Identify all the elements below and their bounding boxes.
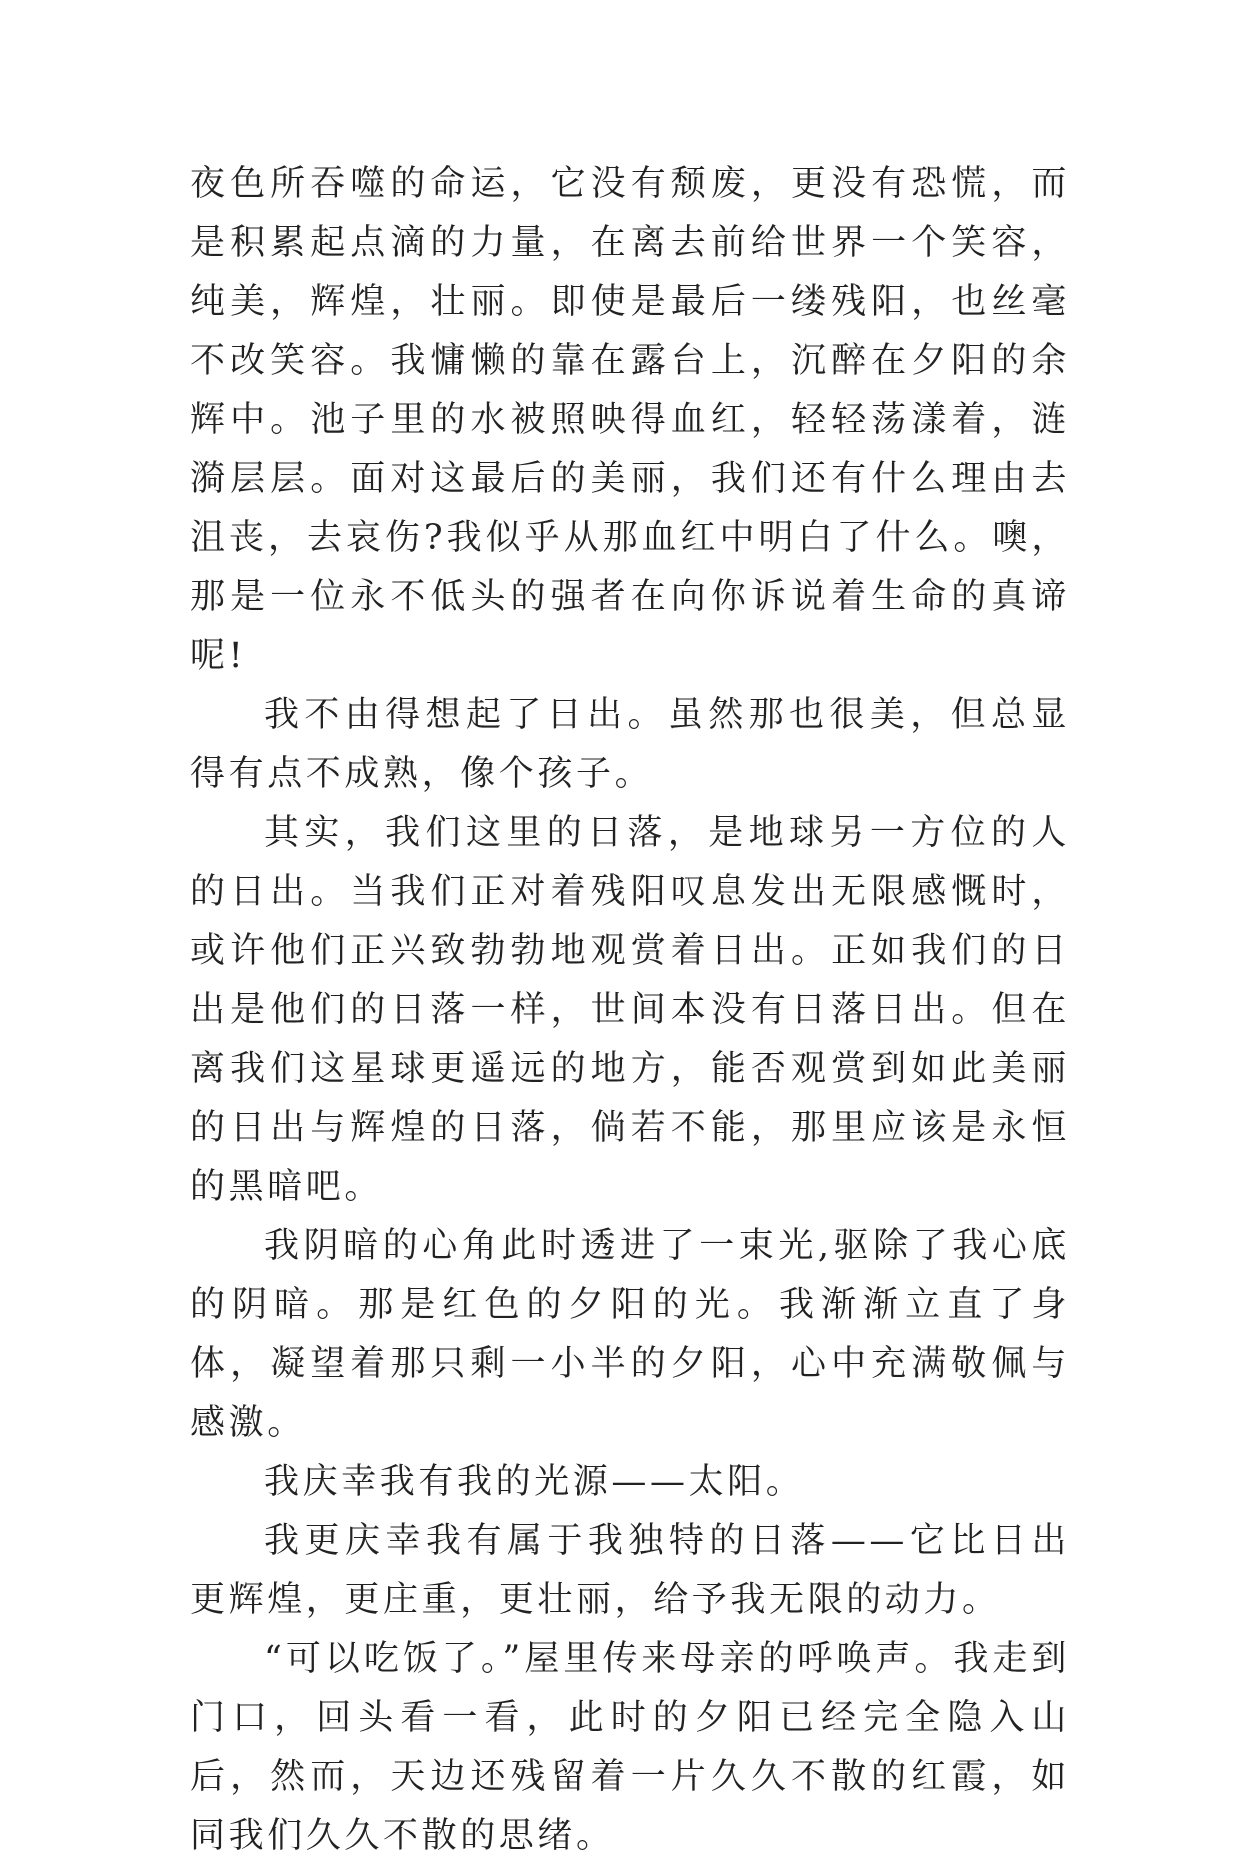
body-text <box>190 155 1070 1866</box>
paragraph-1: 夜色所吞噬的命运，它没有颓废，更没有恐慌，而是积累起点滴的力量，在离去前给世界一个笑容，纯美，辉煌，壮丽。即使是最后一缕残阳，也丝毫不改笑容。我慵懒的靠在露台上，沉醉在夕阳的余辉中。池子里的水被照映得血红，轻轻荡漾着，涟漪层层。面对这最后的美丽，我们还有什么理由去沮丧，去哀伤?我似乎从那血红中明白了什么。噢，那是一位永不低头的强者在向你诉说着生命的真谛呢! <box>190 164 1070 676</box>
paragraph-4: 我阴暗的心角此时透进了一束光,驱除了我心底的阴暗。那是红色的夕阳的光。我渐渐立直了身体，凝望着那只剩一小半的夕阳，心中充满敬佩与感激。 <box>190 1226 1070 1443</box>
paragraph-7: “可以吃饭了。”屋里传来母亲的呼唤声。我走到门口，回头看一看，此时的夕阳已经完全隐入山后，然而，天边还残留着一片久久不散的红霞，如同我们久久不散的思绪。 <box>190 1639 1070 1856</box>
paragraph-3: 其实，我们这里的日落，是地球另一方位的人的日出。当我们正对着残阳叹息发出无限感慨时，或许他们正兴致勃勃地观赏着日出。正如我们的日出是他们的日落一样，世间本没有日落日出。但在离我们这星球更遥远的地方，能否观赏到如此美丽的日出与辉煌的日落，倘若不能，那里应该是永恒的黑暗吧。 <box>190 813 1070 1207</box>
paragraph-6: 我更庆幸我有属于我独特的日落——它比日出更辉煌，更庄重，更壮丽，给予我无限的动力。 <box>190 1521 1070 1620</box>
paragraph-5: 我庆幸我有我的光源——太阳。 <box>264 1462 805 1502</box>
paragraph-2: 我不由得想起了日出。虽然那也很美，但总显得有点不成熟，像个孩子。 <box>190 695 1070 794</box>
